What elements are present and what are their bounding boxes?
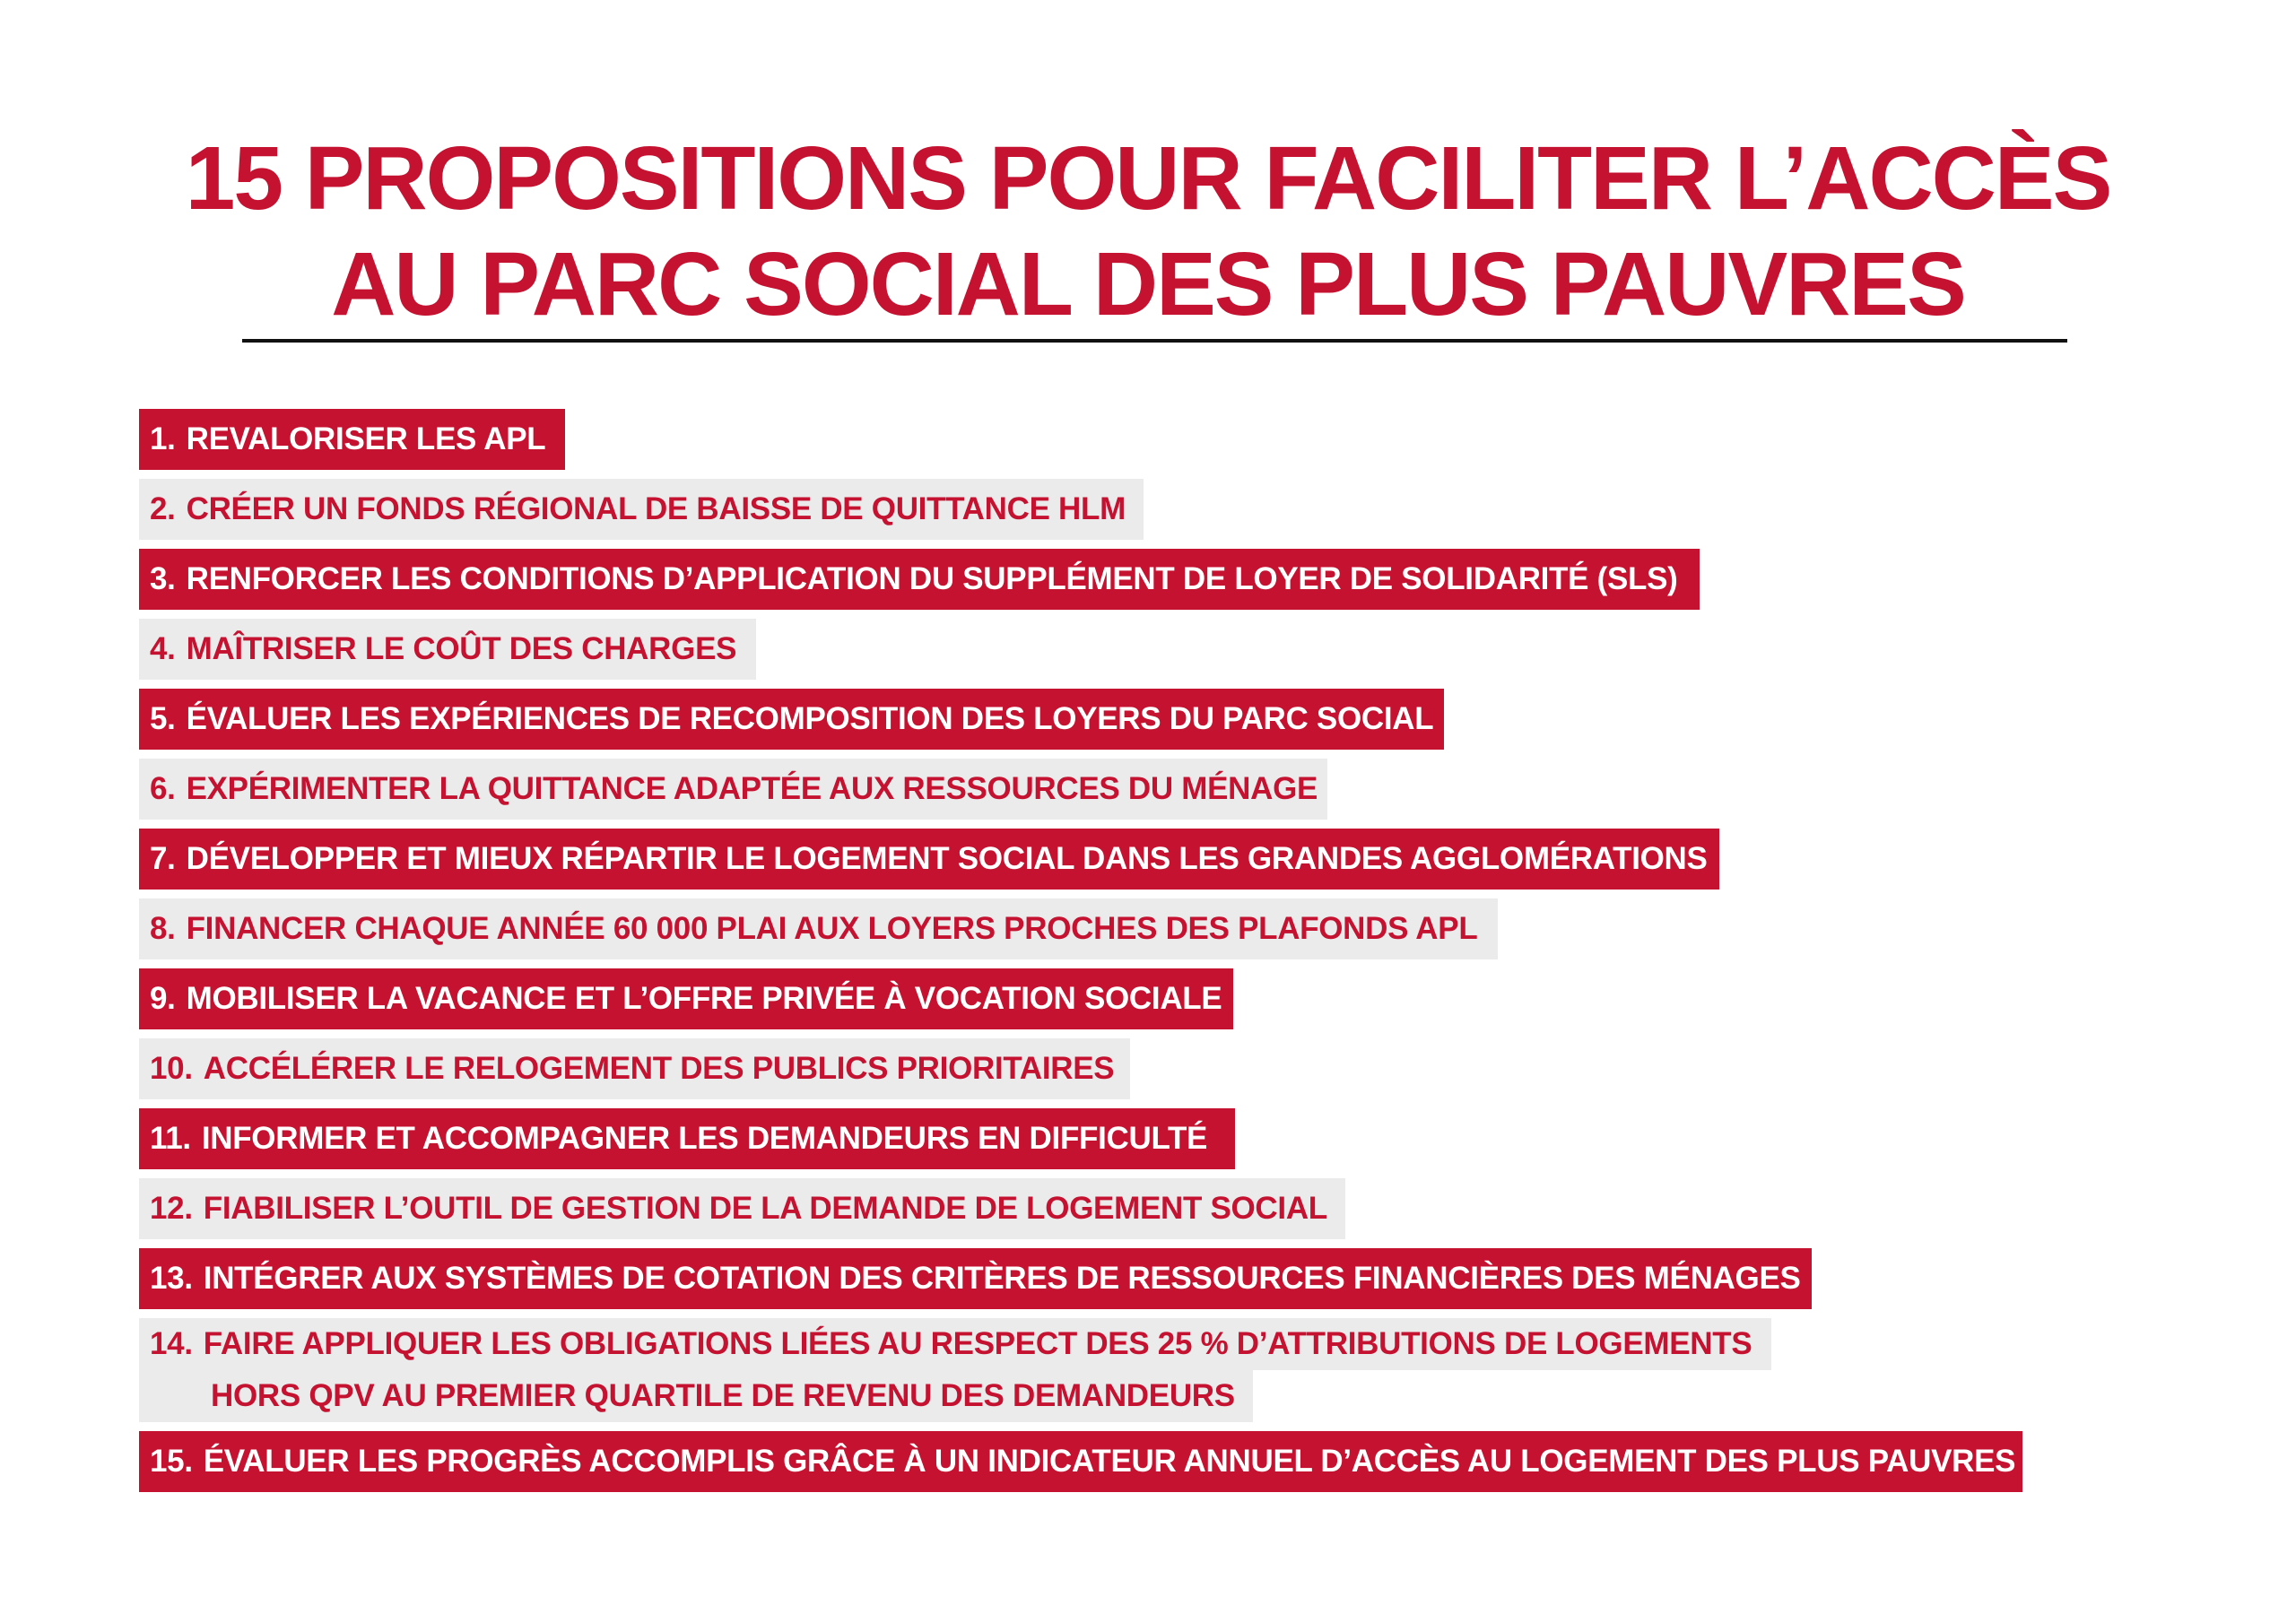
proposition-text: INTÉGRER AUX SYSTÈMES DE COTATION DES CRITÈRES DE RESSOURCES FINANCIÈRES DES MÉNAGES (203, 1261, 1801, 1296)
proposition-text: REVALORISER LES APL (186, 421, 546, 456)
proposition-number: 8. (150, 911, 176, 946)
title-line-1: 15 PROPOSITIONS POUR FACILITER L’ACCÈS (185, 128, 2111, 229)
proposition-item-15 (139, 1431, 2022, 1492)
proposition-number: 6. (150, 771, 176, 806)
proposition-number: 13. (150, 1261, 193, 1296)
proposition-number: 4. (150, 631, 176, 666)
proposition-item-13 (139, 1248, 1812, 1309)
propositions-list (139, 409, 2022, 1501)
proposition-number: 15. (150, 1444, 193, 1479)
proposition-text-continued: HORS QPV AU PREMIER QUARTILE DE REVENU DES DEMANDEURS (211, 1378, 1235, 1413)
proposition-number: 11. (150, 1121, 191, 1156)
proposition-text: FINANCER CHAQUE ANNÉE 60 000 PLAI AUX LOYERS PROCHES DES PLAFONDS APL (186, 911, 1478, 946)
proposition-text: MAÎTRISER LE COÛT DES CHARGES (186, 631, 737, 666)
proposition-text: ÉVALUER LES PROGRÈS ACCOMPLIS GRÂCE À UN INDICATEUR ANNUEL D’ACCÈS AU LOGEMENT DES PLUS PAUVRES (203, 1444, 2016, 1479)
proposition-item-4 (139, 619, 756, 680)
page-title (0, 126, 2296, 337)
proposition-number: 9. (150, 981, 176, 1016)
proposition-number: 1. (150, 421, 176, 456)
proposition-item-2 (139, 479, 1144, 540)
proposition-item-7 (139, 829, 1719, 890)
proposition-text: FAIRE APPLIQUER LES OBLIGATIONS LIÉES AU RESPECT DES 25 % D’ATTRIBUTIONS DE LOGEMENTS (203, 1326, 1752, 1361)
proposition-number: 2. (150, 491, 176, 526)
proposition-text: RENFORCER LES CONDITIONS D’APPLICATION DU SUPPLÉMENT DE LOYER DE SOLIDARITÉ (SLS) (186, 561, 1678, 596)
proposition-item-1 (139, 409, 565, 470)
proposition-number: 7. (150, 841, 176, 876)
proposition-item-6 (139, 759, 1327, 820)
proposition-text: DÉVELOPPER ET MIEUX RÉPARTIR LE LOGEMENT SOCIAL DANS LES GRANDES AGGLOMÉRATIONS (186, 841, 1708, 876)
proposition-item-12 (139, 1178, 1345, 1239)
proposition-text: INFORMER ET ACCOMPAGNER LES DEMANDEURS EN DIFFICULTÉ (201, 1121, 1208, 1156)
proposition-number: 14. (150, 1326, 193, 1361)
proposition-number: 12. (150, 1191, 193, 1226)
proposition-text: ACCÉLÉRER LE RELOGEMENT DES PUBLICS PRIORITAIRES (203, 1051, 1115, 1086)
proposition-line-1 (139, 1318, 1771, 1370)
title-underline (242, 339, 2067, 343)
proposition-text: ÉVALUER LES EXPÉRIENCES DE RECOMPOSITION DES LOYERS DU PARC SOCIAL (186, 701, 1434, 736)
proposition-text: FIABILISER L’OUTIL DE GESTION DE LA DEMANDE DE LOGEMENT SOCIAL (203, 1191, 1327, 1226)
proposition-item-10 (139, 1038, 1130, 1099)
proposition-number: 5. (150, 701, 176, 736)
proposition-text: MOBILISER LA VACANCE ET L’OFFRE PRIVÉE À VOCATION SOCIALE (186, 981, 1222, 1016)
proposition-item-5 (139, 689, 1444, 750)
proposition-text: CRÉER UN FONDS RÉGIONAL DE BAISSE DE QUITTANCE HLM (186, 491, 1126, 526)
proposition-item-9 (139, 968, 1233, 1029)
title-line-2: AU PARC SOCIAL DES PLUS PAUVRES (331, 234, 1965, 334)
proposition-text: EXPÉRIMENTER LA QUITTANCE ADAPTÉE AUX RESSOURCES DU MÉNAGE (186, 771, 1318, 806)
proposition-number: 10. (150, 1051, 193, 1086)
proposition-item-8 (139, 898, 1498, 959)
proposition-item-3 (139, 549, 1700, 610)
proposition-line-2 (139, 1370, 1253, 1422)
proposition-number: 3. (150, 561, 176, 596)
proposition-item-14 (139, 1318, 2022, 1422)
proposition-item-11 (139, 1108, 1235, 1169)
